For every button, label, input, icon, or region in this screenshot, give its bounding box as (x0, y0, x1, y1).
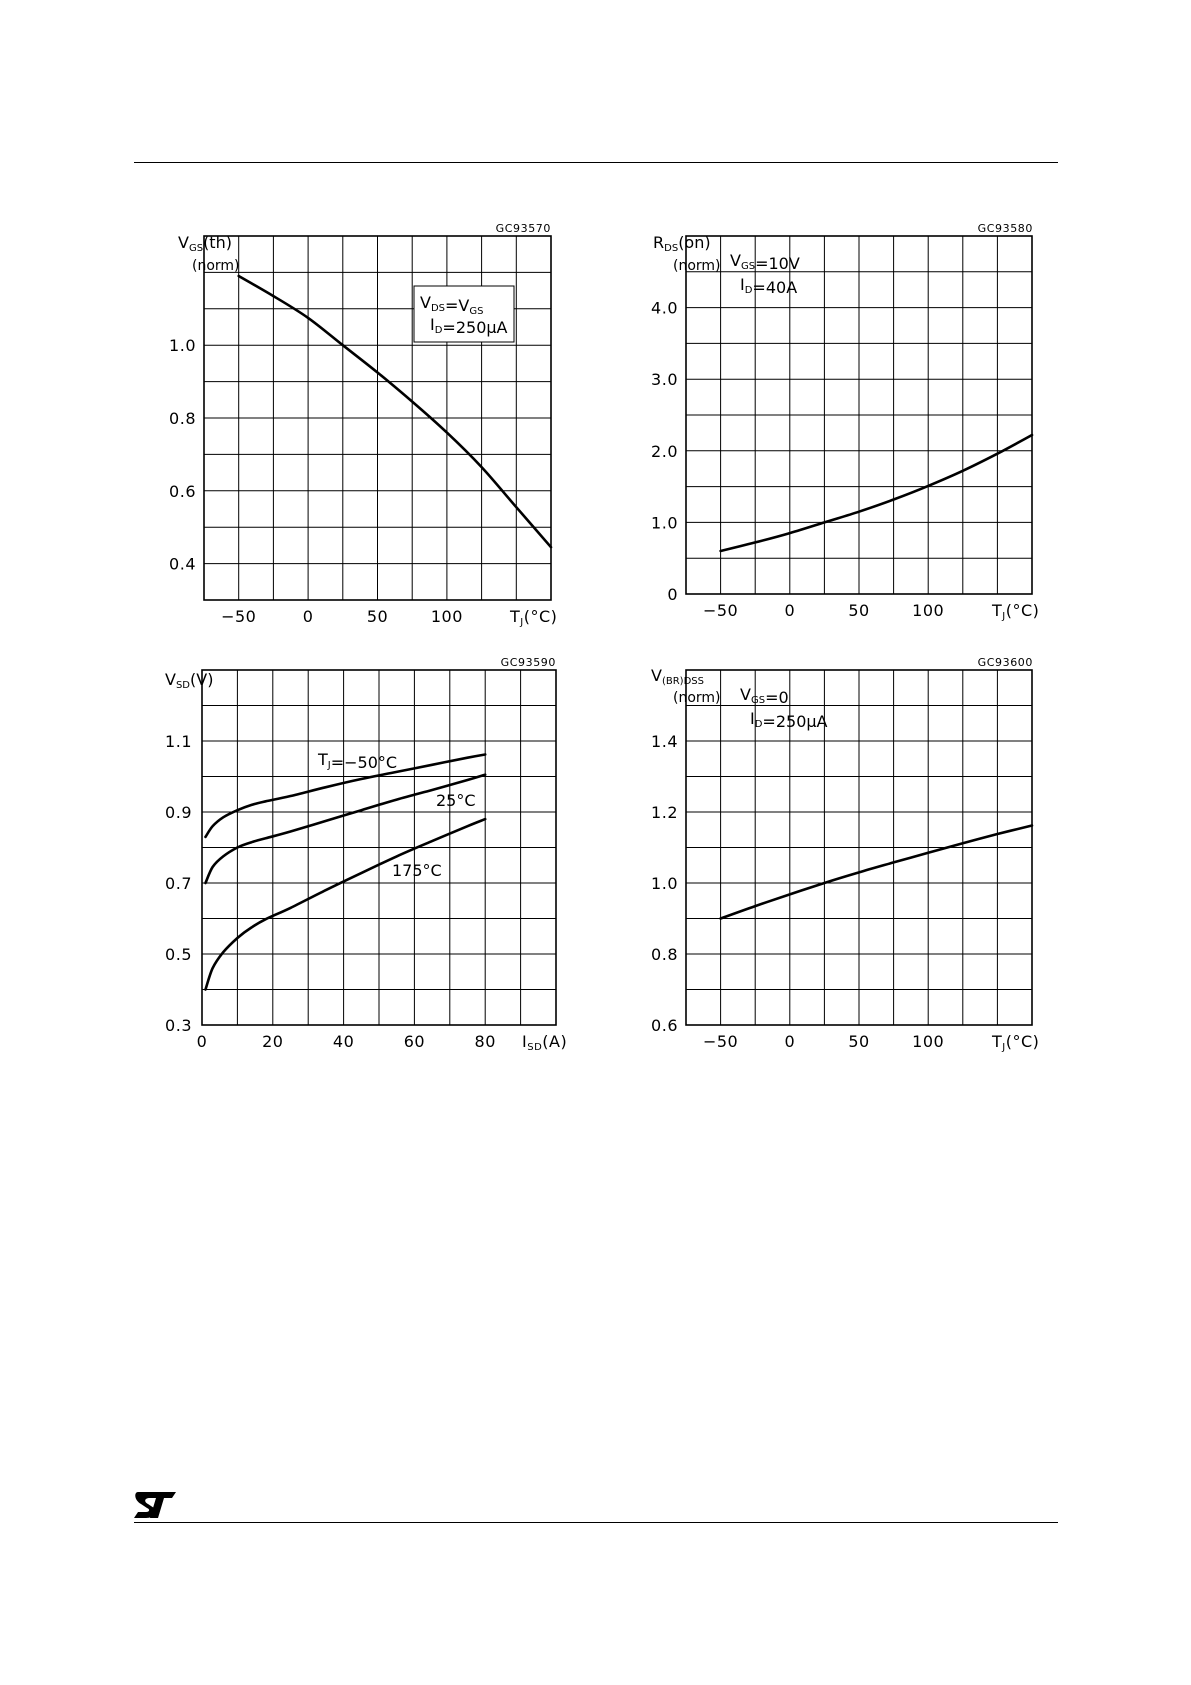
annotation-text: VGS=10V (730, 251, 800, 273)
y-tick-label: 3.0 (651, 370, 678, 390)
y-tick-label: 0.8 (651, 945, 678, 964)
series-line (721, 435, 1032, 551)
y-tick-label: 4.0 (651, 298, 678, 318)
x-axis-label: TJ(°C) (992, 601, 1040, 622)
x-tick-label: 50 (366, 607, 389, 626)
y-axis-label: VGS(th) (178, 233, 232, 254)
y-tick-label: 2.0 (651, 441, 678, 461)
figure-code: GC93590 (500, 656, 556, 669)
figure-code: GC93570 (495, 222, 551, 235)
chart-grid (686, 236, 1032, 594)
x-axis-label: TJ(°C) (510, 607, 558, 628)
x-tick-label: −50 (702, 1032, 739, 1051)
chart-grid (202, 670, 556, 1025)
chart-grid (686, 670, 1032, 1025)
x-tick-label: −50 (702, 601, 739, 620)
y-tick-label: 0.3 (165, 1016, 192, 1035)
y-tick-label: 1.0 (651, 874, 678, 893)
x-tick-label: 40 (332, 1032, 355, 1051)
chart-panel-1 (169, 222, 557, 628)
y-tick-label: 1.0 (651, 513, 678, 533)
x-tick-label: 100 (912, 601, 945, 620)
x-tick-label: 0 (196, 1032, 208, 1051)
x-tick-label: 50 (848, 1032, 870, 1051)
y-tick-label: 0 (667, 585, 678, 604)
figure-code: GC93580 (977, 222, 1033, 235)
y-tick-label: 0.5 (165, 945, 192, 964)
y-tick-label: 0.4 (169, 554, 196, 574)
chart-panel-2 (651, 222, 1039, 622)
series-line (721, 826, 1032, 919)
x-tick-label: 50 (848, 601, 870, 620)
y-axis-label: VSD(V) (165, 670, 214, 691)
y-tick-label: 0.9 (165, 803, 192, 822)
series-label: 175°C (392, 861, 442, 880)
y-tick-label: 0.6 (651, 1016, 678, 1035)
x-axis-label: ISD(A) (522, 1032, 568, 1053)
x-tick-label: 20 (262, 1032, 284, 1051)
y-tick-label: 0.6 (169, 481, 196, 501)
series-label: 25°C (436, 791, 476, 810)
annotation-text: ID=250μA (430, 315, 508, 337)
x-axis-label: TJ(°C) (992, 1032, 1040, 1053)
y-tick-label: 1.4 (651, 732, 678, 751)
x-tick-label: 100 (912, 1032, 945, 1051)
y-tick-label: 1.0 (169, 336, 196, 356)
annotation-text: ID=250μA (750, 709, 828, 731)
x-tick-label: 0 (784, 1032, 796, 1051)
x-tick-label: 80 (474, 1032, 496, 1051)
y-tick-label: 1.1 (165, 732, 192, 751)
x-tick-label: 0 (784, 601, 796, 620)
chart-panel-4 (651, 656, 1039, 1053)
y-axis-sublabel: (norm) (673, 690, 721, 706)
y-axis-sublabel: (norm) (673, 258, 721, 274)
y-axis-label: RDS(on) (653, 233, 711, 254)
figure-code: GC93600 (977, 656, 1033, 669)
y-tick-label: 0.8 (169, 409, 196, 428)
y-tick-label: 0.7 (165, 874, 192, 893)
annotation-text: ID=40A (740, 275, 798, 297)
x-tick-label: 0 (302, 607, 314, 626)
series-label: TJ=−50°C (318, 750, 398, 772)
x-tick-label: 100 (430, 607, 463, 626)
y-axis-label: V(BR)DSS (651, 666, 704, 687)
annotation-text: VGS=0 (740, 685, 789, 707)
y-tick-label: 1.2 (651, 803, 678, 822)
x-tick-label: −50 (221, 607, 257, 626)
annotation-text: VDS=VGS (420, 293, 484, 317)
y-axis-sublabel: (norm) (192, 258, 240, 274)
x-tick-label: 60 (403, 1032, 426, 1051)
chart-panel-3 (165, 656, 567, 1053)
